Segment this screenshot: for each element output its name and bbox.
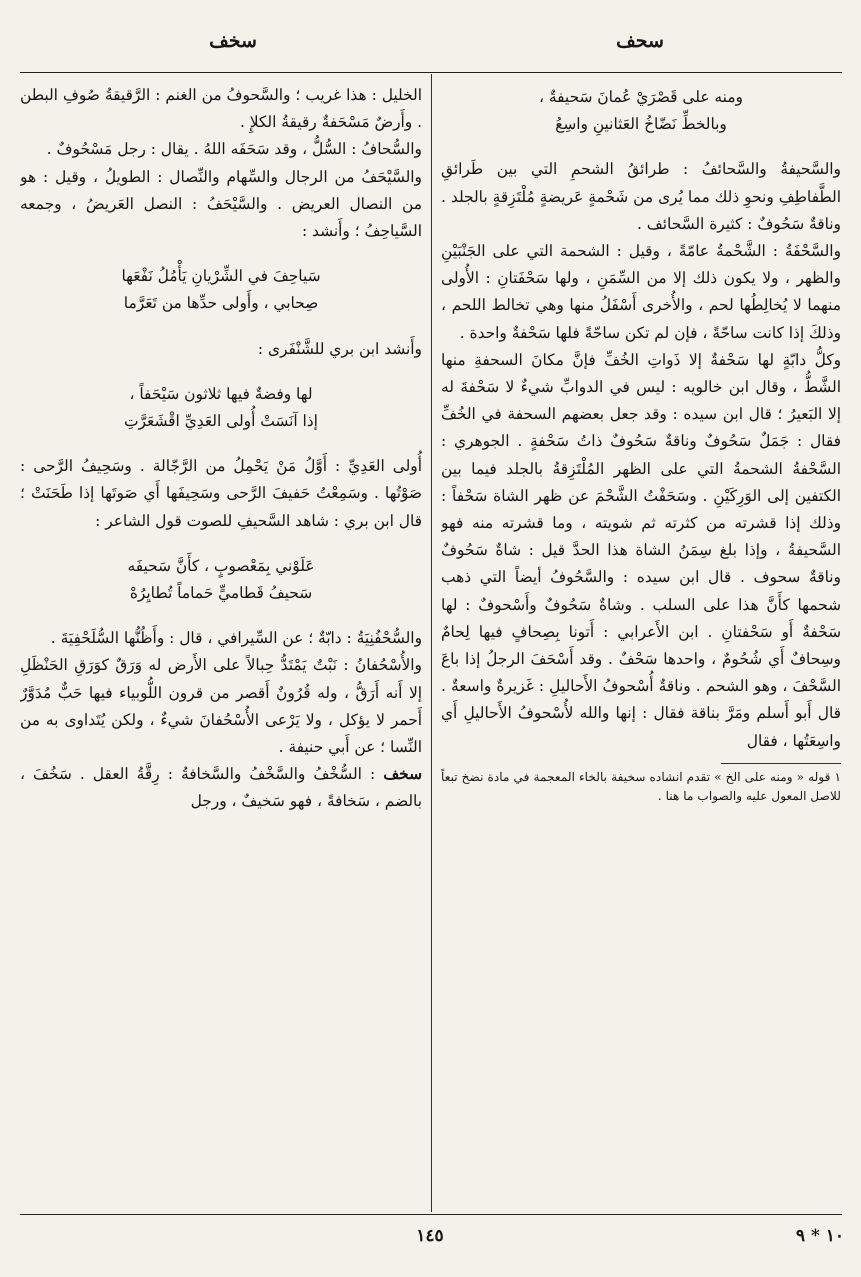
verse-line: ومنه على قَصْرَيْ عُمانَ سَحيفةٌ ،	[539, 88, 743, 106]
entry-text: : السُّخْفُ والسَّخْفُ والسَّخافةُ : رِقَّةُ العقل . سَخُفَ ، بالضم ، سَخافةً ، فهو سَخيفٌ ، ورجل	[20, 765, 422, 811]
verse-line: عَلَوْني بِمَعْصوبٍ ، كأَنَّ سَحيفَه	[127, 556, 315, 575]
paragraph: الخليل : هذا غريب ؛ والسَّحوفُ من الغنم : الرَّقيقةُ صُوفِ البطن . وأَرضٌ مَسْحَفةٌ رقيقةُ الكلإِ .	[20, 86, 422, 132]
verse-line: لها وفضةٌ فيها ثلاثون سَيْحَفاً ،	[129, 384, 313, 403]
footnote: ١ قوله « ومنه على الخ » تقدم انشاده سخيفة بالخاء المعجمة في مادة نضخ تبعاً للاصل المعول عليه والصواب ما هنا .	[441, 769, 841, 803]
paragraph: وأَنشد ابن بري للشَّنْفَرى :	[257, 339, 422, 358]
page-number: ١٤٥	[416, 1226, 444, 1246]
verse-line: سَياحِفَ في الشِّرْيانِ يَأْمُلُ نَفْعَها	[121, 267, 321, 286]
column-divider	[431, 74, 432, 1212]
paragraph: أُولى العَدِيِّ : أَوَّلُ مَنْ يَحْمِلُ من الرَّجّالة . وسَحِيفُ الرَّحى : صَوْتُها . وسَمِعْتُ حَفيفَ الرَّحى وسَحِيفَها أَي صَوتَها إذا طَحَنَتْ ؛ قال ابن بري : شاهد السَّحيفِ للصوت قول الشاعر :	[20, 457, 422, 530]
verse-block	[20, 263, 422, 317]
paragraph: والسَّحيفةُ والسَّحائفُ : طرائقُ الشحمِ التي بين طَرائقِ الطَّفاطِفِ ونحوِ ذلك مما يُرى من شَحْمةٍ عَريضةٍ مُلْتَزِقةٍ بالجلد . وناقةٌ سَحُوفٌ : كثيرة السَّحائف .	[441, 160, 841, 233]
verse-line: إذا آنَسَتْ أُولى العَدِيِّ اقْشَعَرَّتِ	[124, 412, 318, 431]
verse-block	[20, 553, 422, 607]
verse-line: وبالخطِّ نَضّاخُ العَثانينِ واسِعُ	[555, 115, 727, 134]
verse-block	[20, 381, 422, 435]
printer-signature: ١٠ * ٩	[795, 1226, 845, 1246]
right-column	[441, 82, 841, 1207]
verse-block	[441, 84, 841, 138]
header-rule	[20, 72, 842, 73]
paragraph: والأُسْحُفانُ : نَبْتٌ يَمْتَدُّ حِبالاً على الأَرض له وَرَقٌ كوَرَقِ الحَنْظَلِ إلا أَنه أَرَقُّ ، وله قُرُونٌ أَقصر من قرون اللُّوبياء فيها حَبٌّ مُدَوَّرٌ أَحمر لا يؤكل ، ولا يَرْعى الأُسْحُفانَ شيءٌ ، ولكن يُتَداوى به من النِّسا ؛ عن أَبي حنيفة .	[20, 656, 422, 757]
paragraph: والسُّحْفُنِيَةُ : دابّةٌ ؛ عن السِّيرافي ، قال : وأَظُنُّها السُّلَحْفِيَةَ .	[50, 629, 422, 648]
footnote-rule	[721, 763, 841, 764]
left-column	[20, 82, 422, 1207]
paragraph: والسُّحافُ : السُّلُّ ، وقد سَحَفَه اللهُ . يقال : رجل مَسْحُوفٌ .	[46, 140, 422, 159]
running-headword-left: سخف	[209, 30, 257, 52]
footer-rule	[20, 1214, 842, 1215]
entry-headword: سخف	[383, 765, 422, 784]
paragraph: والسَّيْحَفُ من الرجال والسِّهام والنِّصال : الطويلُ ، وقيل : هو من النصال العريض . والسَّيْحَفُ : النصل العَريضُ ، وجمعه السَّياحِفُ ؛ وأَنشد :	[20, 167, 422, 241]
running-headword-right: سحف	[616, 30, 664, 52]
verse-line: صِحابي ، وأَولى حدِّها من تَعَرَّما	[123, 294, 319, 313]
entry-paragraph	[20, 761, 422, 815]
paragraph: وكلُّ دابّةٍ لها سَحْفةٌ إلا ذَواتِ الخُفِّ فإنَّ مكانَ السحفةِ منها الشَّطُّ ، وقال ابن خالويه : ليس في الدوابِّ شيءٌ لا سَحْفةَ له إلا البَعيرُ ؛ قال ابن سيده : وقد جعل بعضهم السحفة في الخُفِّ فقال : جَمَلٌ سَحُوفٌ وناقةٌ سَحُوفٌ ذاتُ سَحْفةٍ . الجوهري : السَّحْفةُ الشحمةُ التي على الظهر المُلْتَزِقةُ بالجلد فيما بين الكتفين إلى الوَرِكَيْنِ . وسَحَفْتُ الشَّحْمَ عن ظهر الشاة سَحْفاً : وذلك إذا قشرته من كثرته ثم شويته ، وما قشرته منه فهو السَّحيفةُ ، وإذا بلغ سِمَنُ الشاة هذا الحدَّ قيل : شاةٌ سَحُوفٌ وناقةٌ سحوف . قال ابن سيده : والسَّحُوفُ أيضاً التي ذهب شحمها كأَنَّ هذا على السلب . وشاةٌ سَحُوفٌ وأَسْحوفٌ : لها سَحْفةٌ أَو سَحْفتانِ . ابن الأَعرابي : أَتونا بِصِحافٍ فيها لِحامٌ وسِحافٌ أَي شُحُومٌ ، واحدها سَحْفٌ . وقد أَسْحَفَ الرجلُ إذا باعَ السَّحْفَ ، وهو الشحم . وناقةٌ أُسْحوفُ الأَحاليلِ : غَزيرةٌ واسعةٌ . قال أَبو أَسلم ومَرَّ بناقة فقال : إنها والله لأُسْحوفُ الأَحاليلِ أَي واسِعَتُها ، فقال	[441, 350, 841, 750]
verse-line: سَحيفُ قَطاميٍّ حَماماً تُطايِرُهْ	[129, 584, 313, 603]
paragraph: والسَّحْفَةُ : الشَّحْمةُ عامّةً ، وقيل : الشحمة التي على الجَنْبَيْنِ والظهر ، ولا يكون ذلك إلا من السِّمَنِ ، ولها سَحْفَتانِ : الأُولى منهما لا يُخالِطُها لحم ، والأُخرى أَسْفَلُ منها وهي تخالط اللحم ، وذلكَ إذا كانت ساحّةً ، فإن لم تكن ساحّةً فلها سَحْفةٌ واحدة .	[441, 242, 841, 342]
